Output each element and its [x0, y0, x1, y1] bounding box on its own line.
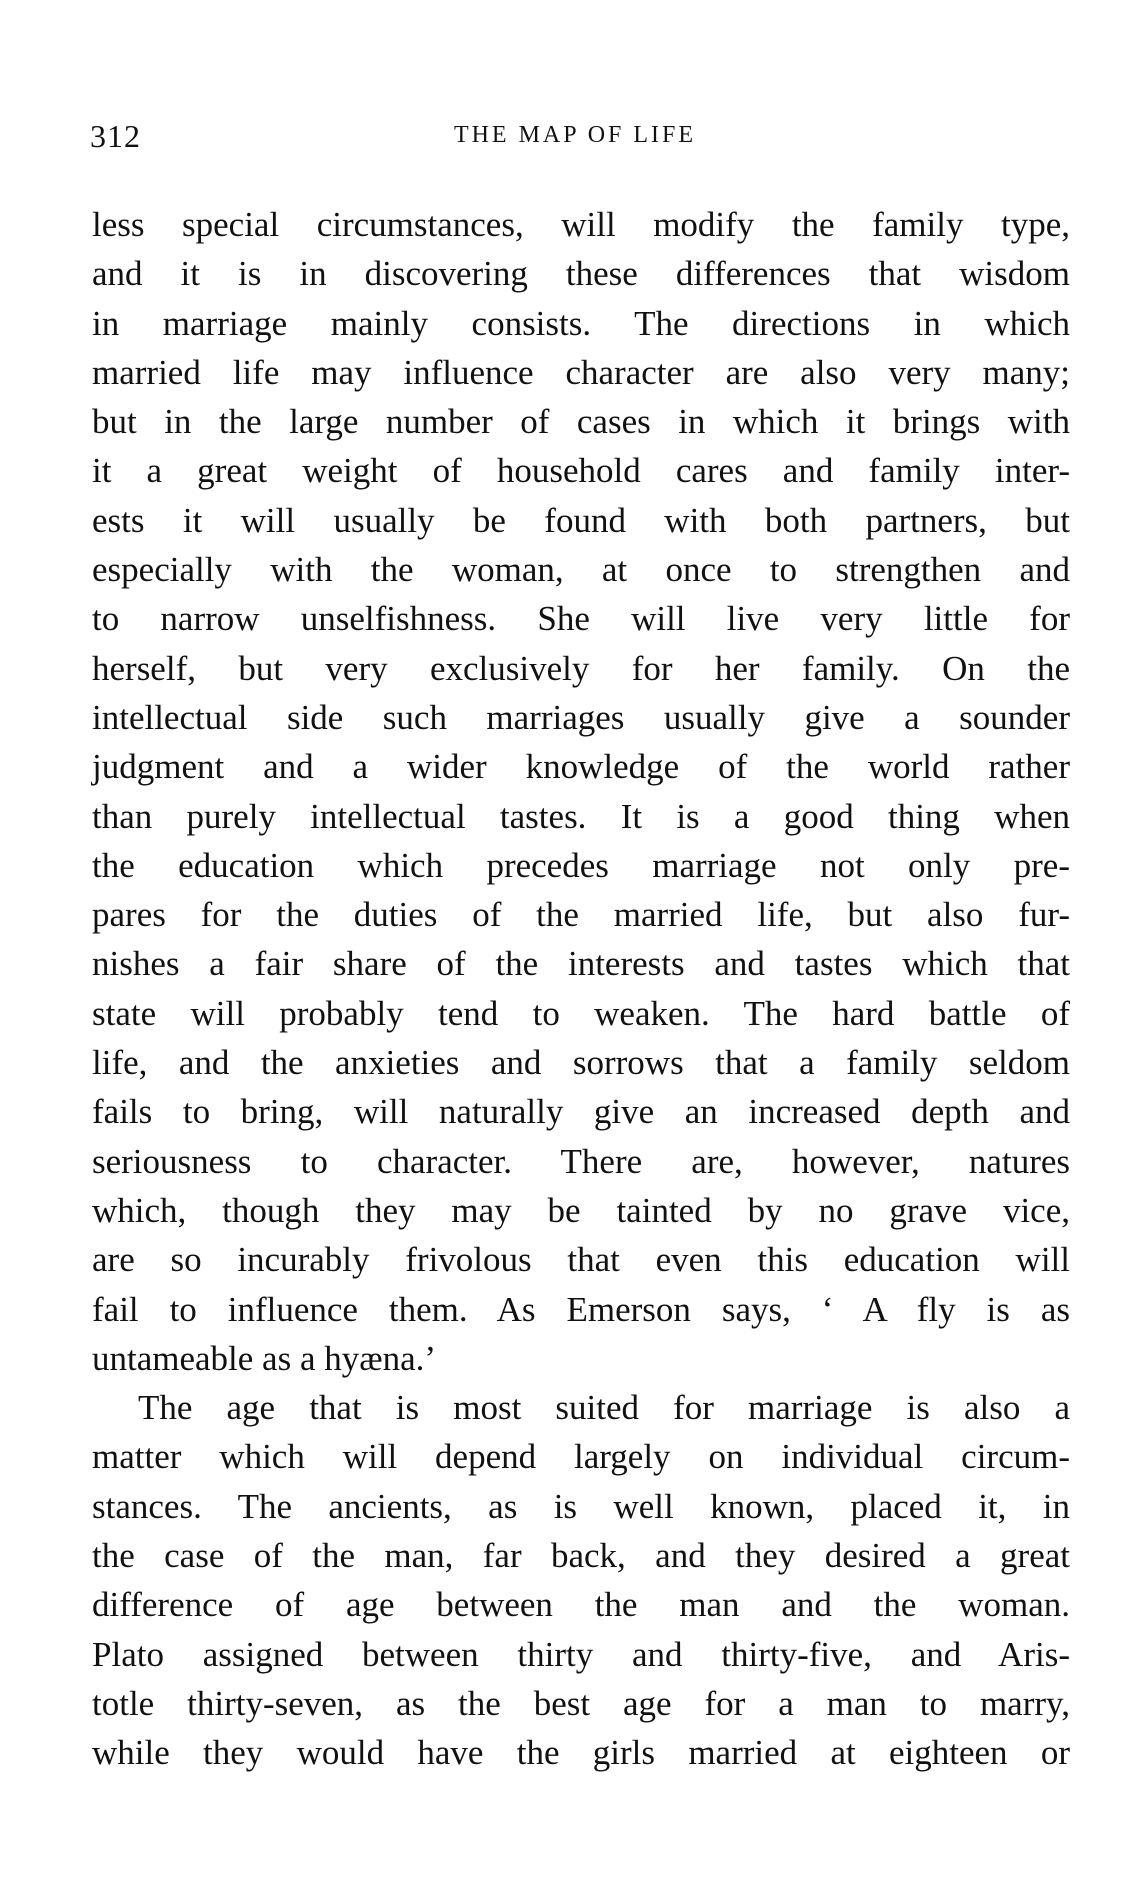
line-text: fail to influence them. As Emerson says, ‘ A fly is as [92, 1289, 1070, 1329]
line-text: life, and the anxieties and sorrows that a family seldom [92, 1043, 1070, 1083]
line-text: especially with the woman, at once to strengthen and [92, 550, 1070, 590]
body-text [92, 200, 1070, 1778]
text-line [92, 792, 1070, 841]
text-line [92, 1432, 1070, 1481]
text-line [92, 446, 1070, 495]
line-text: seriousness to character. There are, however, natures [92, 1141, 1070, 1181]
text-line [92, 1186, 1070, 1235]
line-text: the education which precedes marriage not only pre- [92, 845, 1070, 885]
line-text: fails to bring, will naturally give an increased depth and [92, 1092, 1070, 1132]
line-text: pares for the duties of the married life, but also fur- [92, 895, 1070, 935]
line-text: intellectual side such marriages usually give a sounder [92, 697, 1070, 737]
line-text: judgment and a wider knowledge of the world rather [92, 747, 1070, 787]
text-line [92, 989, 1070, 1038]
line-text: difference of age between the man and the woman. [92, 1585, 1070, 1625]
text-line [92, 939, 1070, 988]
text-line [92, 841, 1070, 890]
text-line [92, 1087, 1070, 1136]
page-number: 312 [90, 118, 141, 154]
text-line [92, 1235, 1070, 1284]
line-text: Plato assigned between thirty and thirty-five, and Aris- [92, 1634, 1070, 1674]
line-text: than purely intellectual tastes. It is a good thing when [92, 796, 1070, 836]
text-line [92, 742, 1070, 791]
text-line [92, 1630, 1070, 1679]
text-line [92, 249, 1070, 298]
line-text: but in the large number of cases in which it brings with [92, 402, 1070, 442]
line-text: while they would have the girls married at eighteen or [92, 1733, 1070, 1773]
line-text: in marriage mainly consists. The directions in which [92, 303, 1070, 343]
text-line [92, 397, 1070, 446]
text-line [92, 1137, 1070, 1186]
line-text: The age that is most suited for marriage is also a [138, 1388, 1070, 1428]
text-line [92, 348, 1070, 397]
running-head [90, 118, 1060, 158]
line-text: herself, but very exclusively for her family. On the [92, 648, 1070, 688]
line-text: to narrow unselfishness. She will live very little for [92, 599, 1070, 639]
line-text: it a great weight of household cares and family inter- [92, 451, 1070, 491]
line-text: less special circumstances, will modify the family type, [92, 205, 1070, 244]
line-text: nishes a fair share of the interests and tastes which that [92, 944, 1070, 984]
text-line [92, 200, 1070, 249]
line-text: and it is in discovering these differences that wisdom [92, 254, 1070, 294]
line-text: state will probably tend to weaken. The hard battle of [92, 993, 1070, 1033]
line-text: which, though they may be tainted by no grave vice, [92, 1190, 1070, 1230]
text-line [92, 1580, 1070, 1629]
text-line [92, 1679, 1070, 1728]
text-line [92, 1531, 1070, 1580]
line-text: the case of the man, far back, and they desired a great [92, 1536, 1070, 1576]
text-line [92, 594, 1070, 643]
text-line [92, 1285, 1070, 1334]
text-line [92, 644, 1070, 693]
line-text: stances. The ancients, as is well known, placed it, in [92, 1486, 1070, 1526]
running-title: THE MAP OF LIFE [453, 122, 697, 148]
text-line [92, 890, 1070, 939]
text-line [92, 1728, 1070, 1777]
text-line [92, 299, 1070, 348]
line-text: matter which will depend largely on individual circum- [92, 1437, 1070, 1477]
text-line [92, 1334, 1070, 1383]
line-text: totle thirty-seven, as the best age for a man to marry, [92, 1683, 1070, 1723]
text-line [92, 693, 1070, 742]
line-text: are so incurably frivolous that even this education will [92, 1240, 1070, 1280]
line-text: married life may influence character are also very many; [92, 352, 1070, 392]
text-line [92, 545, 1070, 594]
text-line [92, 496, 1070, 545]
line-text: untameable as a hyæna.’ [92, 1338, 437, 1378]
text-line [92, 1383, 1070, 1432]
text-line [92, 1482, 1070, 1531]
text-line [92, 1038, 1070, 1087]
line-text: ests it will usually be found with both partners, but [92, 500, 1070, 540]
